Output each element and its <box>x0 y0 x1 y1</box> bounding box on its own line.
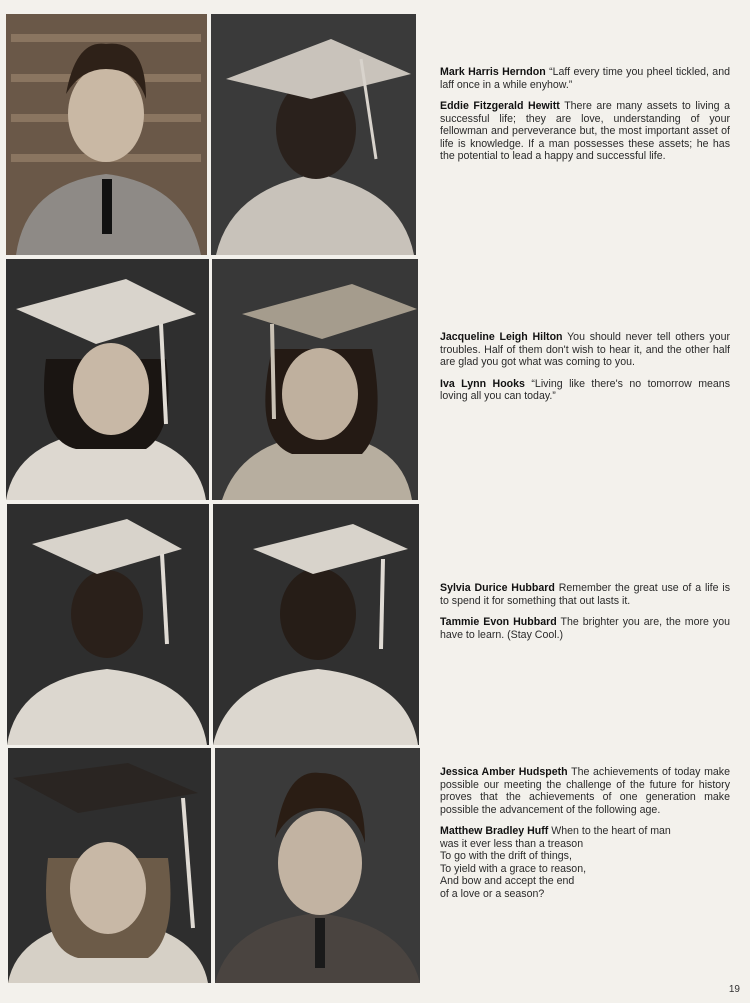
student-quote: When to the heart of man <box>551 825 671 837</box>
student-quote: The achievements of today make possible our meeting the challenge of the future for history proves that the achievements of one generation make possible the advancement of the following age. <box>440 766 730 816</box>
student-name: Matthew Bradley Huff <box>440 825 549 837</box>
student-quote: You should never tell others your troubles. Half of them don't wish to hear it, and the other half are glad you got what was coming to you. <box>440 331 730 368</box>
student-name: Eddie Fitzgerald Hewitt <box>440 100 560 112</box>
student-name: Sylvia Durice Hubbard <box>440 582 555 594</box>
portrait-photo <box>211 14 416 255</box>
poem-line: To yield with a grace to reason, <box>440 862 587 875</box>
page-number: 19 <box>728 984 740 995</box>
student-name: Iva Lynn Hooks <box>440 377 525 390</box>
poem-line: To go with the drift of things, <box>440 850 572 862</box>
portrait-photo <box>213 504 419 745</box>
caption-block <box>440 766 730 909</box>
student-name: Tammie Evon Hubbard <box>440 616 557 628</box>
student-quote: There are many assets to living a successful life; they are love, understanding of your fellowman and perveverance but, the most important asset of life is knowledge. If a man possesses these assets; he has the potential to lead a happy and successful life. <box>440 100 730 162</box>
portrait-photo <box>6 259 209 500</box>
caption-block <box>440 331 730 412</box>
portrait-photo <box>8 748 211 983</box>
student-name: Mark Harris Herndon <box>440 66 546 78</box>
portrait-photo <box>6 14 207 255</box>
student-quote: “Living like there's no tomorrow means loving all you can today.” <box>440 377 730 402</box>
caption-block <box>440 66 730 172</box>
portrait-photo <box>7 504 209 745</box>
student-quote: The brighter you are, the more you have to learn. (Stay Cool.) <box>440 616 730 641</box>
poem-line: was it ever less than a treason <box>440 837 584 850</box>
caption-block <box>440 582 730 650</box>
student-name: Jessica Amber Hudspeth <box>440 766 568 778</box>
student-quote: “Laff every time you pheel tickled, and laff once in a while enyhow.” <box>440 66 730 91</box>
portrait-photo <box>215 748 420 983</box>
student-quote: Remember the great use of a life is to spend it for something that out lasts it. <box>440 582 730 607</box>
student-name: Jacqueline Leigh Hilton <box>440 331 563 343</box>
portrait-photo <box>212 259 418 500</box>
poem-line: of a love or a season? <box>440 887 545 900</box>
poem-line: And bow and accept the end <box>440 875 575 887</box>
